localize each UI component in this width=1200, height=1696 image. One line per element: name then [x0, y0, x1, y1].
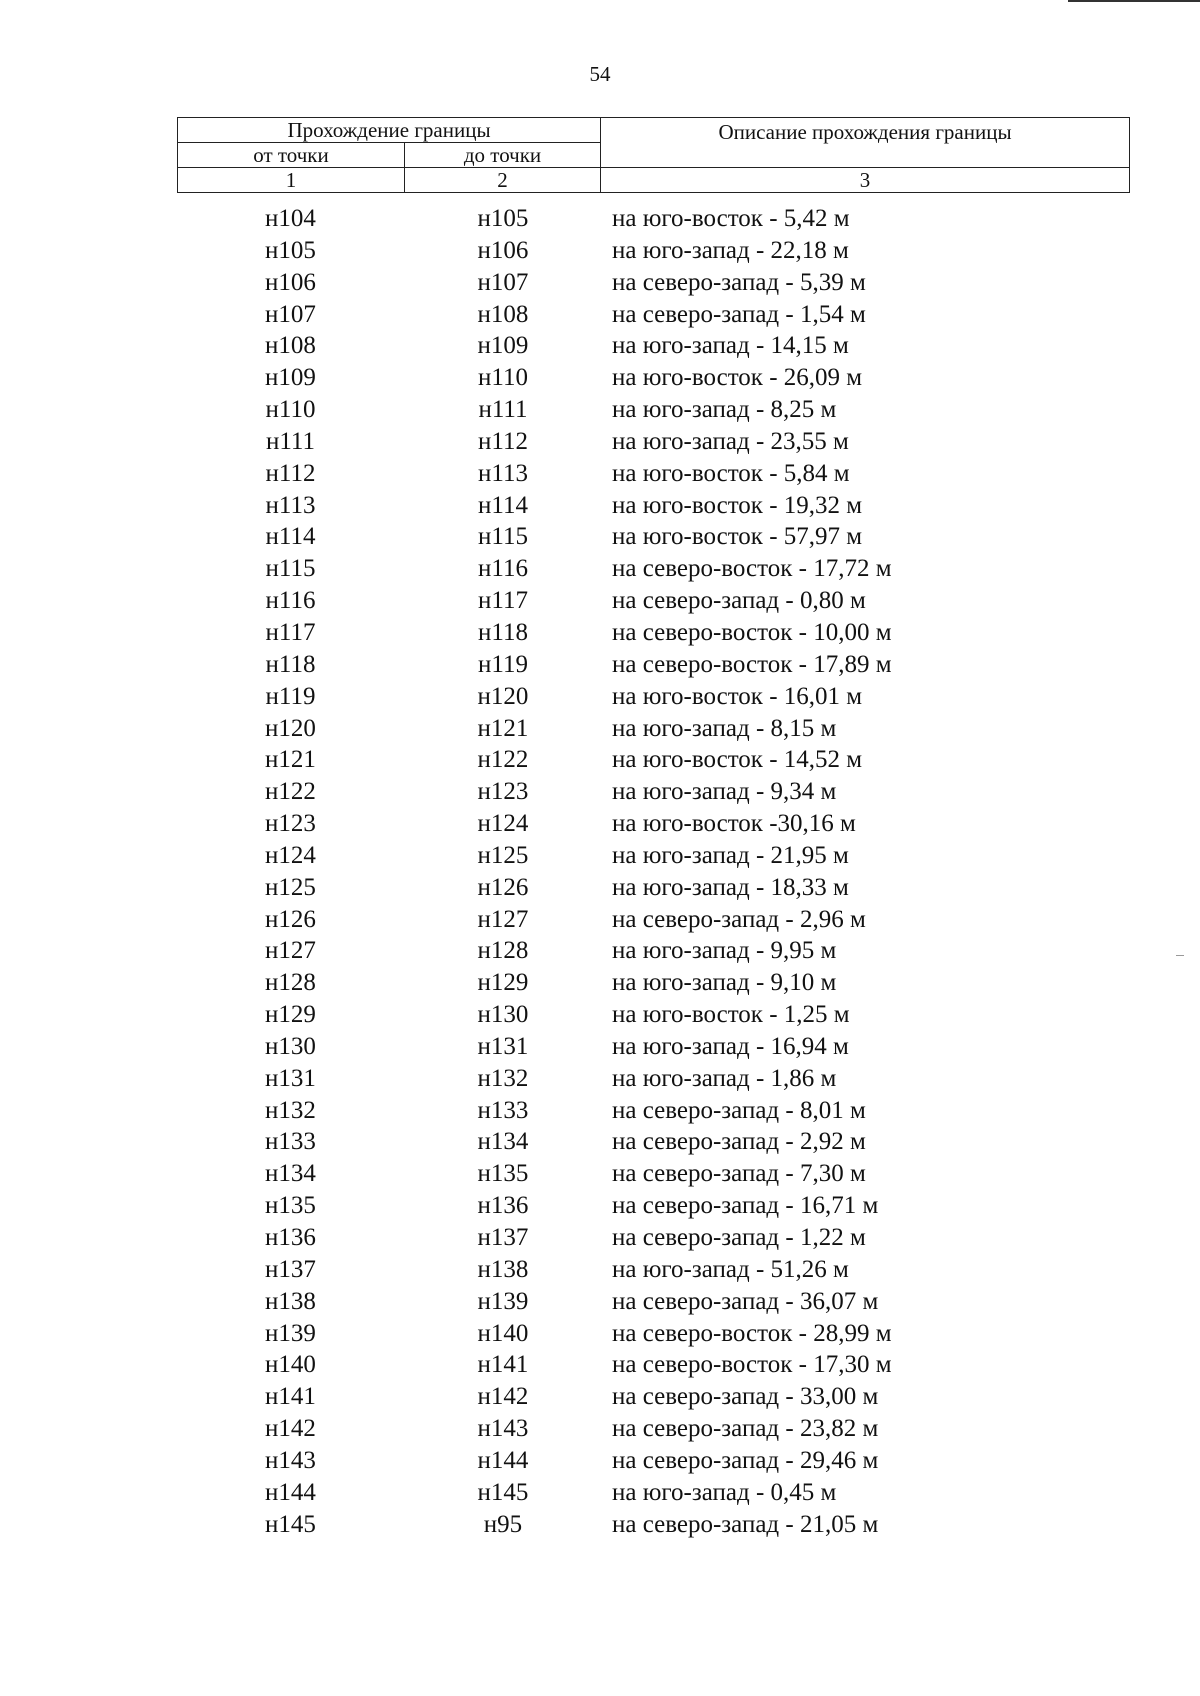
row-to-point: н120 [477, 682, 529, 710]
header-col-number-1: 1 [178, 168, 405, 193]
row-to-point: н118 [478, 618, 528, 646]
table-row [0, 235, 1200, 267]
table-row [0, 935, 1200, 967]
row-from-point: н121 [265, 746, 316, 774]
table-row [0, 904, 1200, 936]
table-row [0, 872, 1200, 904]
row-to-point: н124 [477, 810, 529, 838]
row-description: на юго-восток - 5,42 м [612, 205, 850, 232]
row-description: на юго-запад - 0,45 м [612, 1478, 837, 1506]
table-row [0, 330, 1200, 362]
row-from-point: н123 [265, 810, 316, 838]
table-row [0, 808, 1200, 840]
row-description: на северо-запад - 5,39 м [612, 268, 866, 296]
row-description: на юго-восток - 1,25 м [612, 1001, 850, 1029]
row-description: на юго-запад - 51,26 м [612, 1255, 849, 1283]
row-to-point: н106 [477, 236, 529, 264]
row-to-point: н113 [478, 459, 528, 487]
row-to-point: н143 [477, 1415, 529, 1443]
row-description: на юго-восток - 26,09 м [612, 364, 863, 392]
row-description: на северо-запад - 33,00 м [612, 1383, 879, 1411]
table-row [0, 490, 1200, 522]
row-to-point: н112 [478, 427, 528, 455]
row-description: на северо-запад - 23,82 м [612, 1415, 879, 1443]
row-to-point: н139 [477, 1287, 529, 1315]
row-from-point: н140 [265, 1351, 316, 1379]
header-from-label: от точки [178, 143, 405, 168]
row-description: на юго-запад - 14,15 м [612, 332, 849, 360]
row-description: на юго-запад - 9,34 м [612, 778, 837, 806]
row-to-point: н140 [477, 1319, 529, 1347]
row-to-point: н144 [477, 1446, 529, 1474]
row-from-point: н129 [265, 1001, 316, 1029]
row-from-point: н116 [265, 587, 316, 615]
row-description: на северо-восток - 17,30 м [612, 1351, 892, 1379]
row-to-point: н114 [478, 491, 528, 519]
row-description: на северо-запад - 16,71 м [612, 1192, 879, 1220]
table-row [0, 1349, 1200, 1381]
row-to-point: н116 [478, 555, 528, 583]
row-from-point: н105 [265, 236, 316, 264]
row-to-point: н130 [477, 1001, 529, 1029]
row-from-point: н142 [265, 1415, 316, 1443]
table-row [0, 1509, 1200, 1541]
row-description: на юго-запад - 9,95 м [612, 937, 837, 965]
row-description: на северо-восток - 17,89 м [612, 650, 892, 678]
row-to-point: н108 [477, 300, 529, 328]
row-description: на юго-восток -30,16 м [612, 810, 856, 838]
row-from-point: н145 [265, 1510, 316, 1538]
row-from-point: н122 [265, 778, 316, 806]
table-row [0, 1286, 1200, 1318]
table-row [0, 744, 1200, 776]
row-to-point: н141 [477, 1351, 529, 1379]
row-description: на северо-запад - 7,30 м [612, 1160, 866, 1188]
table-row [0, 999, 1200, 1031]
table-row [0, 1445, 1200, 1477]
row-description: на юго-запад - 22,18 м [612, 236, 849, 264]
row-to-point: н142 [477, 1383, 529, 1411]
table-row [0, 967, 1200, 999]
row-from-point: н124 [265, 841, 316, 869]
row-to-point: н105 [477, 205, 529, 232]
row-description: на северо-запад - 8,01 м [612, 1096, 866, 1124]
table-row [0, 426, 1200, 458]
row-description: на юго-запад - 18,33 м [612, 873, 849, 901]
table-row [0, 1413, 1200, 1445]
row-from-point: н144 [265, 1478, 316, 1506]
row-description: на северо-запад - 0,80 м [612, 587, 866, 615]
table-row [0, 840, 1200, 872]
row-from-point: н114 [265, 523, 316, 551]
table-row [0, 553, 1200, 585]
table-row [0, 1095, 1200, 1127]
row-to-point: н115 [478, 523, 528, 551]
row-to-point: н138 [477, 1255, 529, 1283]
row-description: на юго-запад - 9,10 м [612, 969, 837, 997]
row-description: на северо-запад - 1,54 м [612, 300, 866, 328]
table-row [0, 1318, 1200, 1350]
row-from-point: н104 [265, 205, 316, 232]
row-to-point: н145 [477, 1478, 529, 1506]
table-row [0, 362, 1200, 394]
row-description: на северо-запад - 21,05 м [612, 1510, 879, 1538]
row-description: на юго-запад - 1,86 м [612, 1064, 837, 1092]
row-from-point: н143 [265, 1446, 316, 1474]
row-from-point: н113 [265, 491, 316, 519]
header-group-title: Прохождение границы [178, 118, 601, 143]
row-from-point: н119 [265, 682, 316, 710]
table-row [0, 1126, 1200, 1158]
row-description: на северо-запад - 36,07 м [612, 1287, 879, 1315]
table-row [0, 1158, 1200, 1190]
row-description: на северо-запад - 2,96 м [612, 905, 866, 933]
row-from-point: н112 [265, 459, 316, 487]
row-from-point: н132 [265, 1096, 316, 1124]
boundary-rows [0, 203, 1200, 1540]
table-header [177, 117, 1130, 193]
row-to-point: н127 [477, 905, 529, 933]
row-to-point: н136 [477, 1192, 529, 1220]
table-row [0, 299, 1200, 331]
row-to-point: н122 [477, 746, 529, 774]
row-from-point: н120 [265, 714, 316, 742]
row-description: на юго-запад - 8,15 м [612, 714, 837, 742]
table-row [0, 1381, 1200, 1413]
row-from-point: н131 [265, 1064, 316, 1092]
scan-edge-line [1068, 0, 1200, 2]
row-from-point: н111 [265, 427, 316, 455]
row-description: на юго-запад - 21,95 м [612, 841, 849, 869]
row-to-point: н110 [478, 364, 528, 392]
row-description: на юго-восток - 14,52 м [612, 746, 863, 774]
row-description: на юго-восток - 57,97 м [612, 523, 863, 551]
table-row [0, 458, 1200, 490]
row-to-point: н128 [477, 937, 529, 965]
row-description: на юго-запад - 16,94 м [612, 1032, 849, 1060]
table-row [0, 1063, 1200, 1095]
table-row [0, 1477, 1200, 1509]
row-to-point: н111 [478, 396, 528, 424]
row-description: на юго-восток - 19,32 м [612, 491, 863, 519]
header-col-number-3: 3 [601, 168, 1130, 193]
row-to-point: н117 [478, 587, 528, 615]
row-description: на северо-запад - 1,22 м [612, 1224, 866, 1251]
row-to-point: н109 [477, 332, 529, 360]
table-row [0, 617, 1200, 649]
row-to-point: н107 [477, 268, 529, 296]
row-from-point: н127 [265, 937, 316, 965]
table-row [0, 1222, 1200, 1254]
table-row [0, 521, 1200, 553]
row-from-point: н115 [265, 555, 316, 583]
table-row [0, 203, 1200, 235]
row-description: на северо-восток - 17,72 м [612, 555, 892, 583]
row-from-point: н110 [265, 396, 316, 424]
header-to-label: до точки [405, 143, 601, 168]
row-from-point: н106 [265, 268, 316, 296]
table-row [0, 713, 1200, 745]
row-to-point: н131 [477, 1032, 529, 1060]
table-row [0, 1254, 1200, 1286]
row-description: на юго-запад - 23,55 м [612, 427, 849, 455]
row-from-point: н118 [265, 650, 316, 678]
row-to-point: н129 [477, 969, 529, 997]
row-description: на юго-восток - 5,84 м [612, 459, 850, 487]
row-description: на северо-восток - 28,99 м [612, 1319, 892, 1347]
row-description: на северо-восток - 10,00 м [612, 618, 892, 646]
row-from-point: н134 [265, 1160, 316, 1188]
row-to-point: н132 [477, 1064, 529, 1092]
row-from-point: н139 [265, 1319, 316, 1347]
row-to-point: н126 [477, 873, 529, 901]
row-from-point: н109 [265, 364, 316, 392]
table-row [0, 1031, 1200, 1063]
row-from-point: н141 [265, 1383, 316, 1411]
row-to-point: н137 [477, 1224, 529, 1251]
row-from-point: н137 [265, 1255, 316, 1283]
row-to-point: н95 [483, 1510, 523, 1538]
row-from-point: н128 [265, 969, 316, 997]
table-row [0, 585, 1200, 617]
row-to-point: н119 [478, 650, 528, 678]
row-to-point: н135 [477, 1160, 529, 1188]
row-from-point: н107 [265, 300, 316, 328]
table-row [0, 1190, 1200, 1222]
row-description: на северо-запад - 29,46 м [612, 1446, 879, 1474]
row-from-point: н126 [265, 905, 316, 933]
row-to-point: н134 [477, 1128, 529, 1156]
table-row [0, 649, 1200, 681]
row-from-point: н133 [265, 1128, 316, 1156]
table-row [0, 394, 1200, 426]
table-row [0, 776, 1200, 808]
row-from-point: н136 [265, 1224, 316, 1251]
row-from-point: н117 [265, 618, 316, 646]
row-to-point: н125 [477, 841, 529, 869]
row-from-point: н125 [265, 873, 316, 901]
row-to-point: н133 [477, 1096, 529, 1124]
row-description: на северо-запад - 2,92 м [612, 1128, 866, 1156]
row-description: на юго-запад - 8,25 м [612, 396, 837, 424]
page-number: 54 [589, 62, 611, 86]
row-to-point: н121 [477, 714, 529, 742]
header-description-title: Описание прохождения границы [601, 118, 1130, 168]
row-to-point: н123 [477, 778, 529, 806]
table-row [0, 267, 1200, 299]
row-from-point: н130 [265, 1032, 316, 1060]
row-from-point: н138 [265, 1287, 316, 1315]
header-col-number-2: 2 [405, 168, 601, 193]
row-description: на юго-восток - 16,01 м [612, 682, 863, 710]
row-from-point: н135 [265, 1192, 316, 1220]
table-row [0, 681, 1200, 713]
row-from-point: н108 [265, 332, 316, 360]
